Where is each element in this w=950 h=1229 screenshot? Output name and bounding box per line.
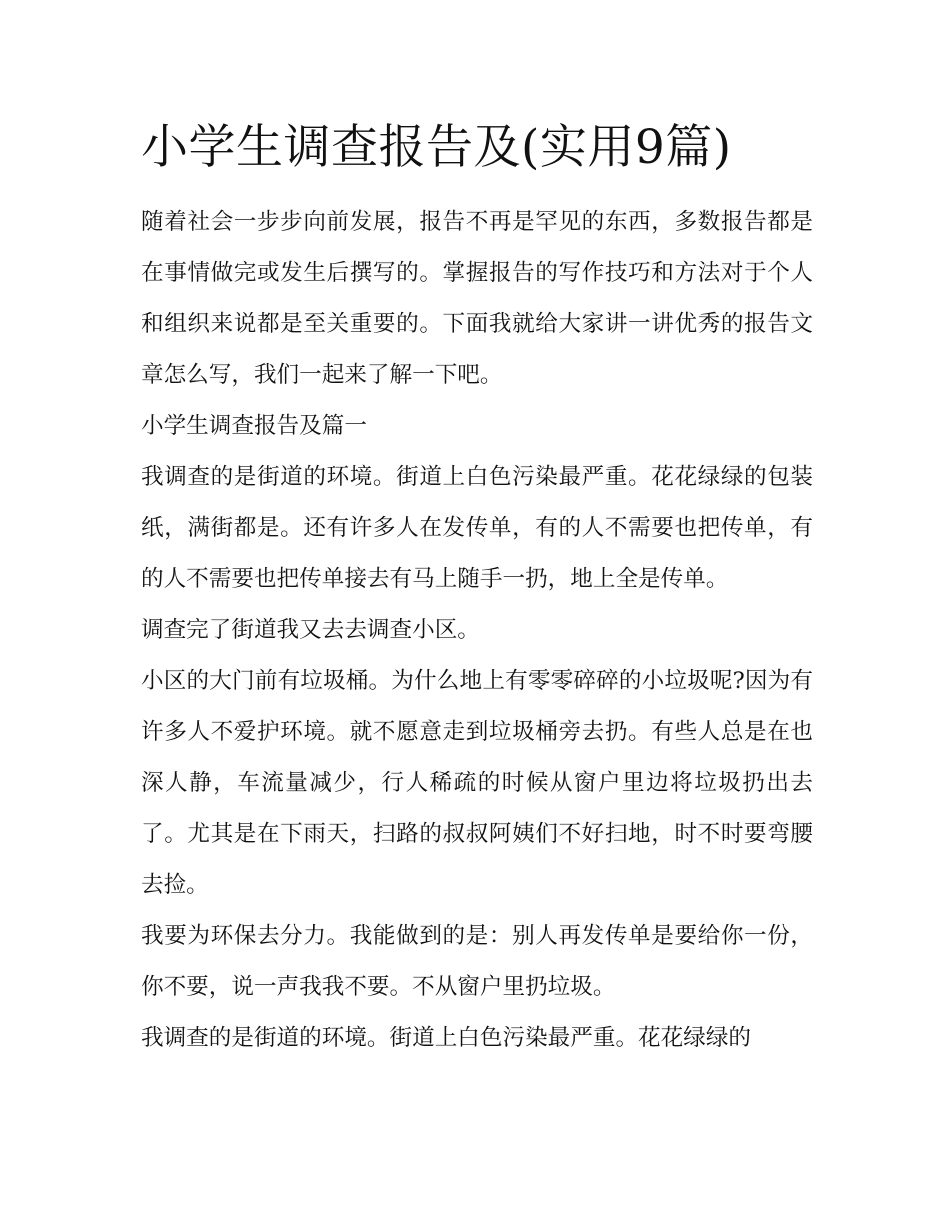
body-paragraph: 我调查的是街道的环境。街道上白色污染最严重。花花绿绿的 (141, 1025, 752, 1051)
document-body (141, 197, 813, 1064)
section-heading: 小学生调查报告及篇一 (141, 413, 367, 439)
document-title: 小学生调查报告及(实用9篇) (141, 120, 732, 175)
body-paragraph: 我要为环保去分力。我能做到的是：别人再发传单是要给你一份，你不要，说一声我我不要。不从窗户里扔垃圾。 (141, 923, 813, 1000)
body-paragraph: 我调查的是街道的环境。街道上白色污染最严重。花花绿绿的包装纸，满街都是。还有许多人在发传单，有的人不需要也把传单，有的人不需要也把传单接去有马上随手一扔，地上全是传单。 (141, 464, 813, 592)
intro-paragraph: 随着社会一步步向前发展，报告不再是罕见的东西，多数报告都是在事情做完或发生后撰写的。掌握报告的写作技巧和方法对于个人和组织来说都是至关重要的。下面我就给大家讲一讲优秀的报告文章怎么写，我们一起来了解一下吧。 (141, 209, 813, 388)
body-paragraph: 调查完了街道我又去去调查小区。 (141, 617, 480, 643)
body-paragraph: 小区的大门前有垃圾桶。为什么地上有零零碎碎的小垃圾呢?因为有许多人不爱护环境。就不愿意走到垃圾桶旁去扔。有些人总是在也深人静，车流量减少，行人稀疏的时候从窗户里边将垃圾扔出去了。尤其是在下雨天，扫路的叔叔阿姨们不好扫地，时不时要弯腰去捡。 (141, 668, 813, 898)
